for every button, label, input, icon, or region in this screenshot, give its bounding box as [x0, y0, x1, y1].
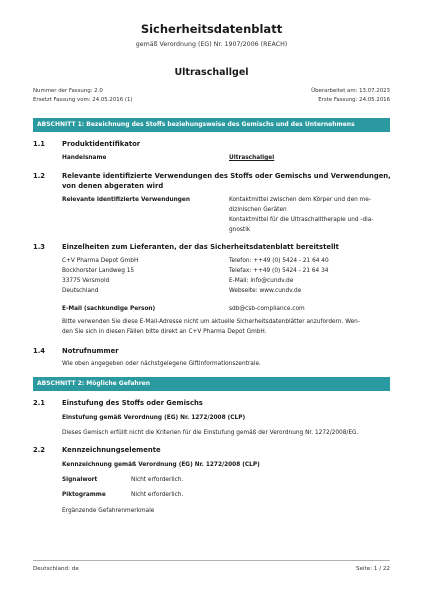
emergency-text: Wie oben angegeben oder nächstgelegene Giftinformationszentrale.	[62, 361, 261, 367]
section-2-2-number: 2.2	[33, 446, 46, 454]
company-fax: Telefax: ++49 (0) 5424 - 21 64 34	[229, 268, 329, 274]
classification-text: Dieses Gemisch erfüllt nicht die Kriterien für die Einstufung gemäß der Verordnung Nr. 1272/2008/EG.	[62, 430, 359, 436]
uses-line-1: Kontaktmittel zwischen dem Körper und den me-	[229, 197, 371, 203]
email-note-line-2: den Sie sich in diesen Fällen bitte direkt an C+V Pharma Depot GmbH.	[62, 329, 267, 335]
page-number: Seite: 1 / 22	[356, 566, 390, 572]
section-2-1-title: Einstufung des Stoffs oder Gemischs	[62, 399, 203, 407]
pictograms-label: Piktogramme	[62, 492, 106, 498]
company-website: Webseite: www.cundv.de	[229, 288, 302, 294]
version-number: Nummer der Fassung: 2.0	[33, 88, 103, 94]
section-1-1-title: Produktidentifikator	[62, 140, 141, 148]
company-country: Deutschland	[62, 288, 99, 294]
uses-line-4: gnostik	[229, 227, 251, 233]
section-1-3-title: Einzelheiten zum Lieferanten, der das Sicherheitsdatenblatt bereitstellt	[62, 243, 339, 251]
replaces-version: Ersetzt Fassung vom: 24.05.2016 (1)	[33, 97, 133, 103]
section-1-4-number: 1.4	[33, 347, 46, 355]
footer-country: Deutschland: de	[33, 566, 79, 572]
expert-email-label: E-Mail (sachkundige Person)	[62, 306, 156, 312]
uses-label: Relevante identifizierte Verwendungen	[62, 197, 190, 203]
company-name: C+V Pharma Depot GmbH	[62, 258, 139, 264]
company-street: Bockhorster Landweg 15	[62, 268, 135, 274]
revised-date: Überarbeitet am: 13.07.2023	[311, 88, 390, 94]
trade-name-value: Ultraschallgel	[229, 155, 275, 161]
section-2-1-number: 2.1	[33, 399, 46, 407]
section-1-header: ABSCHNITT 1: Bezeichnung des Stoffs beziehungsweise des Gemischs und des Unternehmens	[33, 118, 390, 132]
company-phone: Telefon: ++49 (0) 5424 - 21 64 40	[229, 258, 329, 264]
section-1-1-number: 1.1	[33, 140, 46, 148]
signal-word-value: Nicht erforderlich.	[131, 477, 184, 483]
supplemental-hazard-heading: Ergänzende Gefahrenmerkmale	[62, 508, 155, 514]
section-1-2-number: 1.2	[33, 172, 46, 180]
document-subtitle: gemäß Verordnung (EG) Nr. 1907/2006 (REACH)	[135, 41, 288, 48]
uses-line-2: dizinischen Geräten	[229, 207, 287, 213]
section-1-4-title: Notrufnummer	[62, 347, 119, 355]
first-version-date: Erste Fassung: 24.05.2016	[318, 97, 390, 103]
section-1-2-title-line1: Relevante identifizierte Verwendungen des Stoffs oder Gemischs und Verwendungen,	[62, 172, 391, 180]
section-1-3-number: 1.3	[33, 243, 46, 251]
signal-word-label: Signalwort	[62, 477, 98, 483]
uses-line-3: Kontaktmittel für die Ultraschalltherapie und -dia-	[229, 217, 374, 223]
company-email: E-Mail: info@cundv.de	[229, 278, 294, 284]
section-1-2-title-line2: von denen abgeraten wird	[62, 182, 164, 190]
section-2-2-title: Kennzeichnungselemente	[62, 446, 161, 454]
email-note-line-1: Bitte verwenden Sie diese E-Mail-Adresse nicht um aktuelle Sicherheitsdatenblätter anzufordern. Wen-	[62, 319, 360, 325]
section-2-header: ABSCHNITT 2: Mögliche Gefahren	[33, 377, 390, 391]
footer-divider	[33, 560, 390, 561]
document-title: Sicherheitsdatenblatt	[140, 22, 283, 36]
trade-name-label: Handelsname	[62, 155, 107, 161]
pictograms-value: Nicht erforderlich.	[131, 492, 184, 498]
expert-email-value: sdb@csb-compliance.com	[229, 306, 305, 312]
product-name: Ultraschallgel	[174, 67, 249, 78]
company-city: 33775 Versmold	[62, 278, 110, 284]
labelling-subheading: Kennzeichnung gemäß Verordnung (EG) Nr. 1272/2008 (CLP)	[62, 462, 260, 468]
classification-subheading: Einstufung gemäß Verordnung (EG) Nr. 1272/2008 (CLP)	[62, 415, 246, 421]
